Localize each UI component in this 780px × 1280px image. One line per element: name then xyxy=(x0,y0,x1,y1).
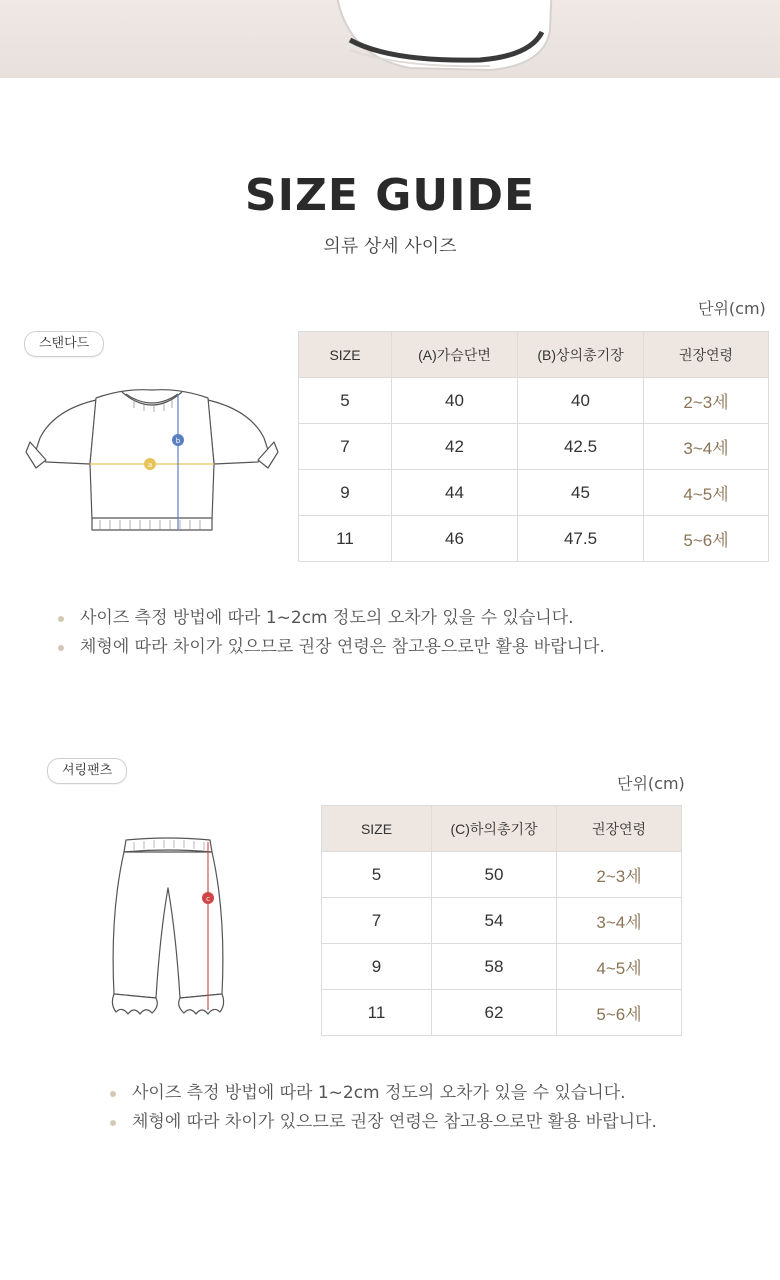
note-item: 체형에 따라 차이가 있으므로 권장 연령은 참고용으로만 활용 바랍니다. xyxy=(106,1108,657,1137)
sneaker-image xyxy=(330,0,570,78)
notes-list-pants xyxy=(106,1079,657,1137)
age-cell: 2~3세 xyxy=(644,378,769,424)
table-row xyxy=(322,944,682,990)
chest-cell: 44 xyxy=(392,470,518,516)
age-cell: 3~4세 xyxy=(557,898,682,944)
bullet-icon xyxy=(58,616,64,622)
column-header: 권장연령 xyxy=(557,806,682,852)
chest-cell: 40 xyxy=(392,378,518,424)
age-cell: 5~6세 xyxy=(644,516,769,562)
bullet-icon xyxy=(110,1091,116,1097)
bullet-icon xyxy=(110,1120,116,1126)
unit-label: 단위(cm) xyxy=(617,774,685,793)
length-cell: 50 xyxy=(432,852,557,898)
svg-text:c: c xyxy=(206,895,210,903)
table-header-row xyxy=(299,332,769,378)
length-cell: 54 xyxy=(432,898,557,944)
sweatshirt-diagram-icon xyxy=(24,380,280,540)
age-cell: 5~6세 xyxy=(557,990,682,1036)
age-cell: 2~3세 xyxy=(557,852,682,898)
note-item: 사이즈 측정 방법에 따라 1~2cm 정도의 오차가 있을 수 있습니다. xyxy=(106,1079,657,1108)
note-item: 사이즈 측정 방법에 따라 1~2cm 정도의 오차가 있을 수 있습니다. xyxy=(54,604,605,633)
category-tag-standard: 스탠다드 xyxy=(24,331,104,357)
product-photo-strip xyxy=(0,0,780,78)
size-cell: 7 xyxy=(299,424,392,470)
column-header: SIZE xyxy=(299,332,392,378)
table-row xyxy=(299,516,769,562)
length-cell: 45 xyxy=(518,470,644,516)
length-cell: 40 xyxy=(518,378,644,424)
size-table-pants xyxy=(321,805,682,1036)
table-row xyxy=(299,470,769,516)
note-item: 체형에 따라 차이가 있으므로 권장 연령은 참고용으로만 활용 바랍니다. xyxy=(54,633,605,662)
table-header-row xyxy=(322,806,682,852)
size-cell: 11 xyxy=(322,990,432,1036)
column-header: SIZE xyxy=(322,806,432,852)
page-subtitle: 의류 상세 사이즈 xyxy=(323,236,457,257)
category-tag-pants: 셔링팬츠 xyxy=(47,758,127,784)
length-cell: 58 xyxy=(432,944,557,990)
size-table-standard xyxy=(298,331,769,562)
age-cell: 4~5세 xyxy=(557,944,682,990)
table-row xyxy=(322,990,682,1036)
size-cell: 9 xyxy=(322,944,432,990)
age-cell: 4~5세 xyxy=(644,470,769,516)
table-row xyxy=(299,378,769,424)
svg-text:b: b xyxy=(175,437,181,445)
chest-cell: 42 xyxy=(392,424,518,470)
chest-cell: 46 xyxy=(392,516,518,562)
svg-text:a: a xyxy=(147,461,153,469)
column-header: (C)하의총기장 xyxy=(432,806,557,852)
size-cell: 7 xyxy=(322,898,432,944)
table-row xyxy=(299,424,769,470)
column-header: 권장연령 xyxy=(644,332,769,378)
bullet-icon xyxy=(58,645,64,651)
column-header: (A)가슴단면 xyxy=(392,332,518,378)
table-row xyxy=(322,852,682,898)
size-cell: 5 xyxy=(299,378,392,424)
length-cell: 47.5 xyxy=(518,516,644,562)
size-cell: 11 xyxy=(299,516,392,562)
size-cell: 9 xyxy=(299,470,392,516)
page-title: SIZE GUIDE xyxy=(244,170,536,221)
unit-label: 단위(cm) xyxy=(698,299,766,318)
size-cell: 5 xyxy=(322,852,432,898)
table-row xyxy=(322,898,682,944)
notes-list-standard xyxy=(54,604,605,662)
column-header: (B)상의총기장 xyxy=(518,332,644,378)
length-cell: 42.5 xyxy=(518,424,644,470)
length-cell: 62 xyxy=(432,990,557,1036)
pants-diagram-icon xyxy=(104,834,232,1020)
age-cell: 3~4세 xyxy=(644,424,769,470)
